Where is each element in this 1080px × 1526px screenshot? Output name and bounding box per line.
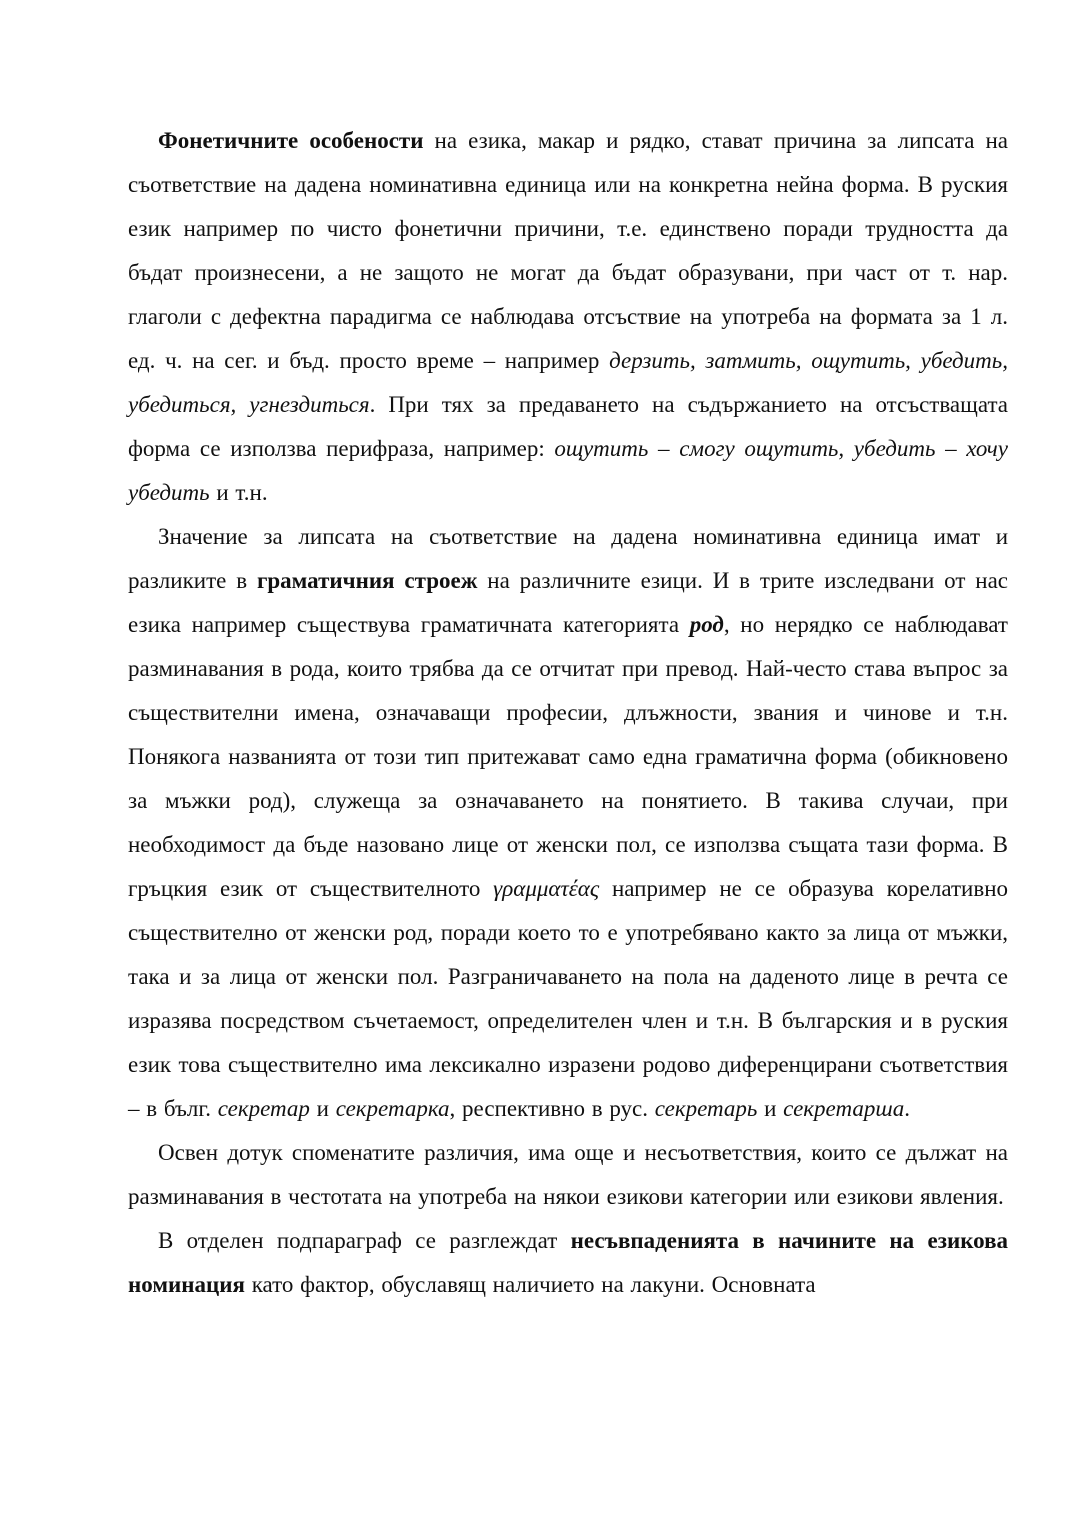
text-block xyxy=(128,119,1008,1307)
italic-run: секретар xyxy=(217,1096,310,1121)
bold-italic-run: род xyxy=(689,612,724,637)
text-run: , но нерядко се наблюдават разминавания в рода, които трябва да се отчитат при превод. Най-често става въпрос за съществителни имена, означаващи професии, длъжности, звания и чинове и т.н. Понякога названията от този тип притежават само една граматична форма (обикновено за мъжки род), служеща за означаването на понятието. В такива случаи, при необходимост да бъде назовано лице от женски пол, се използва същата тази форма. В гръцкия език от съществителното xyxy=(128,612,1008,901)
text-run: например не се образува корелативно съществително от женски род, поради което то е употребявано както за лица от мъжки, така и за лица от женски пол. Разграничаването на пола на даденото лице в речта се изразява посредством съчетаемост, определителен член и т.н. В българския и в руския език това съществително има лексикално изразени родово диференцирани съответствия – в бълг. xyxy=(128,876,1009,1121)
paragraph-nomination-methods xyxy=(128,1219,1008,1307)
text-run: В отделен подпараграф се разглеждат xyxy=(158,1228,571,1253)
text-run: , респективно в рус. xyxy=(449,1096,655,1121)
text-run: на различните езици. И в трите изследвани от нас езика например съществува граматичната категорията xyxy=(128,568,1008,637)
italic-run: дерзить, затмить, ощутить, убедить, убедиться, угнездиться xyxy=(128,348,1008,417)
text-run: като фактор, обуславящ наличието на лакуни. Основната xyxy=(244,1272,816,1297)
paragraph-grammatical-structure xyxy=(128,515,1008,1131)
paragraph-phonetic-features xyxy=(128,119,1008,515)
italic-run: ощутить – смогу ощутить, убедить – хочу убедить xyxy=(128,436,1008,505)
italic-run-greek: γραμματέας xyxy=(493,876,600,901)
italic-run: секретарша xyxy=(783,1096,905,1121)
text-run: и xyxy=(757,1096,784,1121)
bold-run: граматичния строеж xyxy=(256,568,478,593)
italic-run: секретарь xyxy=(654,1096,758,1121)
text-run: на езика, макар и рядко, стават причина за липсата на съответствие на дадена номинативна единица или на конкретна нейна форма. В руския език например по чисто фонетични причини, т.е. единствено поради трудността да бъдат произнесени, а не защото не могат да бъдат образувани, при част от т. нар. глаголи с дефектна парадигма се наблюдава отсъствие на употреба на формата за 1 л. ед. ч. на сег. и бъд. просто време – например xyxy=(128,128,1009,373)
text-run: и т.н. xyxy=(209,480,268,505)
text-run: Освен дотук споменатите различия, има още и несъответствия, които се дължат на разминавания в честотата на употреба на някои езикови категории или езикови явления. xyxy=(128,1140,1008,1209)
italic-run: секретарка xyxy=(335,1096,450,1121)
text-run: . При тях за предаването на съдържанието на отсъстващата форма се използва перифраза, например: xyxy=(128,392,1008,461)
bold-run: несъвпаденията в начините на езикова номинация xyxy=(128,1228,1008,1297)
text-run: . xyxy=(904,1096,910,1121)
text-run: Значение за липсата на съответствие на дадена номинативна единица имат и разликите в xyxy=(128,524,1008,593)
bold-run: Фонетичните особености xyxy=(158,128,424,153)
paragraph-frequency-differences xyxy=(128,1131,1008,1219)
text-run: и xyxy=(309,1096,336,1121)
